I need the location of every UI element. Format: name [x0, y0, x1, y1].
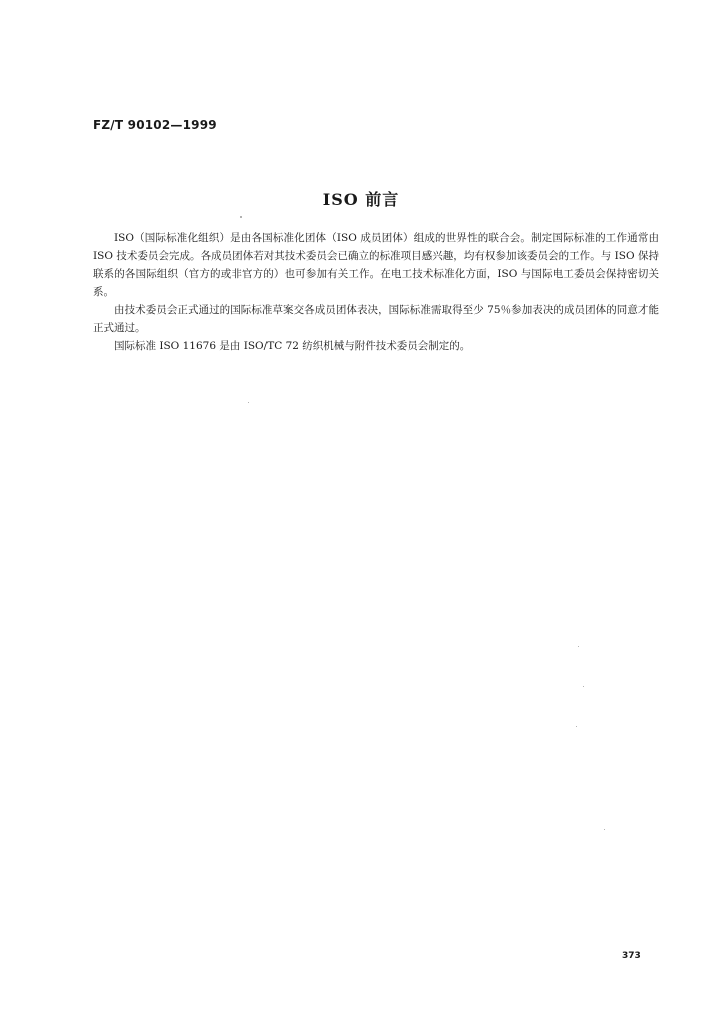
body-text — [93, 229, 659, 355]
scan-speck — [248, 402, 249, 403]
paragraph-voting: 由技术委员会正式通过的国际标准草案交各成员团体表决，国际标准需取得至少 75％参加表决的成员团体的同意才能正式通过。 — [93, 304, 659, 334]
scan-speck — [576, 726, 577, 727]
page-title: ISO 前言 — [322, 190, 400, 209]
scan-speck — [583, 686, 584, 687]
standard-code-header: FZ/T 90102—1999 — [93, 118, 217, 132]
paragraph-iso-organization: ISO（国际标准化组织）是由各国标准化团体（ISO 成员团体）组成的世界性的联合会。制定国际标准的工作通常由 ISO 技术委员会完成。各成员团体若对其技术委员会已确立的标准项目感兴趣，均有权参加该委员会的工作。与 ISO 保持联系的各国际组织（官方的或非官方的）也可参加有关工作。在电工技术标准化方面，ISO 与国际电工委员会保持密切关系。 — [93, 232, 659, 298]
paragraph-iso-11676: 国际标准 ISO 11676 是由 ISO/TC 72 纺织机械与附件技术委员会制定的。 — [114, 340, 471, 352]
page-number: 373 — [622, 951, 641, 961]
scan-speck — [578, 646, 579, 647]
scan-speck — [604, 829, 605, 830]
scan-speck — [240, 216, 242, 218]
